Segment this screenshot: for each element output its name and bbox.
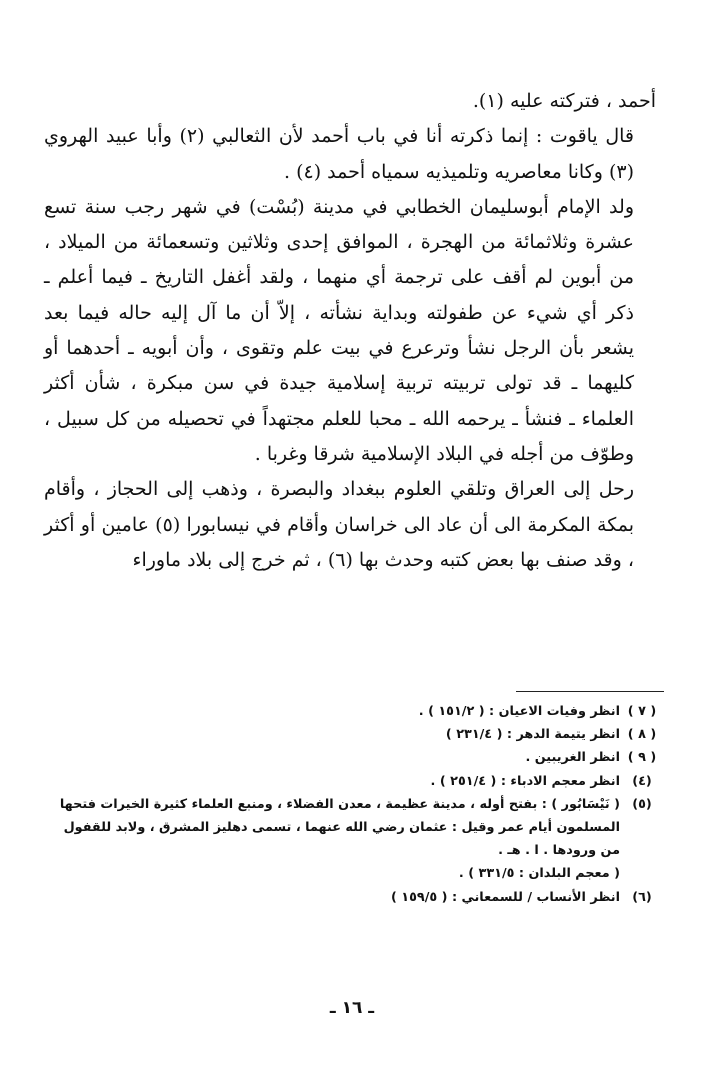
footnote-text: انظر الغريبين . bbox=[525, 750, 620, 766]
footnote-item bbox=[40, 700, 664, 723]
footnotes bbox=[40, 700, 664, 909]
footnote-number: ( ٨ ) bbox=[627, 727, 657, 743]
footnote-text: انظر معجم الادباء : ( ٢٥١/٤ ) . bbox=[430, 773, 620, 789]
footnote-source: ( معجم البلدان : ٣٣١/٥ ) . bbox=[458, 866, 620, 882]
footnote-separator bbox=[516, 691, 664, 692]
footnote-number: ( ٧ ) bbox=[627, 704, 657, 719]
paragraph-2: قال ياقوت : إنما ذكرته أنا في باب أحمد لأن الثعالبي (٢) وأبا عبيد الهروي (٣) وكانا معاصريه وتلميذيه سمياه أحمد (٤) . bbox=[44, 125, 635, 183]
paragraph-3: ولد الإمام أبوسليمان الخطابي في مدينة (بُسْت) في شهر رجب سنة تسع عشرة وثلاثمائة من الهجرة ، الموافق إحدى وثلاثين وتسعمائة من الميلاد ، من أبوين لم أقف على ترجمة أي منهما ، ولقد أغفل التاريخ ـ فيما أعلم ـ ذكر أي شيء عن طفولته وبداية نشأته ، إلاّ أن ما آل إليه حاله فيما بعد يشعر بأن الرجل نشأ وترعرع في بيت علم وتقوى ، وأن أبويه ـ أحدهما أو كليهما ـ قد تولى تربيته تربية إسلامية جيدة في سن مبكرة ، شأن أكثر العلماء ـ فنشأ ـ يرحمه الله ـ محبا للعلم مجتهداً في تحصيله من كل سبيل ، وطوّف من أجله في البلاد الإسلامية شرقا وغربا . bbox=[44, 195, 634, 465]
footnote-item bbox=[40, 723, 664, 746]
footnote-text: انظر وفيات الاعيان : ( ١٥١/٢ ) . bbox=[418, 704, 620, 719]
footnote-number: (٤) bbox=[632, 773, 652, 789]
page-number: ـ ١٦ ـ bbox=[329, 998, 375, 1018]
main-text bbox=[44, 84, 656, 578]
paragraph-1: أحمد ، فتركته عليه (١). bbox=[472, 90, 656, 112]
paragraph-4: رحل إلى العراق وتلقي العلوم ببغداد والبصرة ، وذهب إلى الحجاز ، وأقام بمكة المكرمة الى أن عاد الى خراسان وأقام في نيسابورا (٥) عامين أو أكثر ، وقد صنف بها بعض كتبه وحدث بها (٦) ، ثم خرج إلى بلاد ماوراء bbox=[44, 478, 635, 571]
footnote-item bbox=[40, 793, 664, 863]
footnote-number: (٦) bbox=[632, 889, 652, 905]
footnote-item bbox=[40, 746, 664, 769]
footnote-text: ( نَيْسَابُور ) : بفتح أوله ، مدينة عظيمة ، معدن الفضلاء ، ومنبع العلماء كثيرة الخيرات فتحها المسلمون أيام عمر وقيل : عثمان رضي الله عنهما ، تسمى دهليز المشرق ، ولابد للقفول من ورودها . ا . هـ . bbox=[59, 796, 620, 859]
footnote-number: ( ٩ ) bbox=[627, 750, 657, 766]
footnote-item bbox=[40, 770, 664, 793]
footnote-item bbox=[40, 886, 664, 909]
footnote-number: (٥) bbox=[632, 796, 652, 812]
footnote-text: انظر يتيمة الدهر : ( ٢٣١/٤ ) bbox=[445, 727, 620, 743]
footnote-text: انظر الأنساب / للسمعاني : ( ١٥٩/٥ ) bbox=[390, 889, 620, 905]
